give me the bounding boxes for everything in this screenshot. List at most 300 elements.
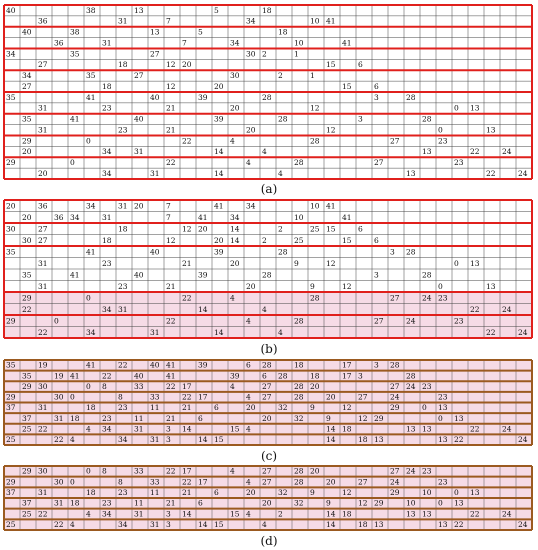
cell-number: 38: [70, 27, 80, 37]
cell-number: 28: [406, 371, 416, 381]
cell-number: 6: [214, 488, 219, 498]
cell-number: 31: [150, 435, 160, 445]
cell-number: 9: [294, 258, 299, 268]
cell-number: 7: [182, 38, 187, 48]
cell-number: 22: [470, 424, 480, 434]
cell-number: 35: [22, 114, 32, 124]
highlight-band: [4, 424, 532, 435]
cell-number: 20: [230, 103, 240, 113]
cell-number: 28: [294, 381, 304, 391]
cell-number: 8: [102, 466, 107, 476]
cell-number: 28: [278, 371, 288, 381]
cell-number: 20: [198, 224, 208, 234]
cell-number: 36: [54, 212, 64, 222]
cell-number: 2: [278, 224, 283, 234]
cell-number: 31: [38, 488, 48, 498]
cell-number: 14: [230, 235, 240, 245]
cell-number: 24: [390, 392, 400, 402]
cell-number: 20: [22, 212, 32, 222]
cell-number: 30: [246, 49, 256, 59]
cell-number: 3: [374, 360, 379, 370]
cell-number: 27: [390, 293, 400, 303]
cell-number: 6: [214, 403, 219, 413]
cell-number: 31: [54, 413, 64, 423]
cell-number: 21: [166, 125, 176, 135]
cell-number: 28: [262, 270, 272, 280]
cell-number: 13: [470, 258, 480, 268]
cell-number: 0: [70, 477, 75, 487]
cell-number: 28: [278, 247, 288, 257]
cell-number: 29: [390, 488, 400, 498]
highlight-band: [4, 403, 532, 414]
cell-number: 20: [38, 168, 48, 178]
cell-number: 27: [38, 224, 48, 234]
cell-number: 27: [390, 466, 400, 476]
cell-number: 33: [134, 466, 144, 476]
cell-number: 34: [102, 304, 112, 314]
cell-number: 4: [246, 424, 251, 434]
cell-number: 22: [486, 327, 496, 337]
cell-number: 34: [102, 168, 112, 178]
cell-number: 34: [118, 435, 128, 445]
cell-number: 22: [166, 466, 176, 476]
cell-number: 8: [118, 392, 123, 402]
cell-number: 23: [438, 392, 448, 402]
cell-number: 34: [22, 71, 32, 81]
cell-number: 23: [438, 477, 448, 487]
cell-number: 28: [422, 114, 432, 124]
cell-number: 20: [182, 60, 192, 70]
cell-number: 23: [422, 381, 432, 391]
cell-number: 6: [198, 413, 203, 423]
cell-number: 27: [374, 158, 384, 168]
cell-number: 8: [102, 381, 107, 391]
cell-number: 13: [374, 520, 384, 530]
cell-number: 14: [214, 327, 224, 337]
cell-number: 29: [6, 477, 16, 487]
cell-number: 20: [6, 201, 16, 211]
cell-number: 10: [406, 498, 416, 508]
cell-number: 1: [294, 49, 299, 59]
cell-number: 30: [22, 235, 32, 245]
cell-number: 9: [326, 498, 331, 508]
cell-number: 31: [150, 520, 160, 530]
cell-number: 22: [470, 147, 480, 157]
cell-number: 21: [166, 103, 176, 113]
cell-number: 14: [198, 304, 208, 314]
cell-number: 23: [118, 281, 128, 291]
cell-number: 29: [6, 316, 16, 326]
cell-number: 14: [230, 224, 240, 234]
cell-number: 6: [358, 224, 363, 234]
cell-number: 22: [470, 304, 480, 314]
cell-number: 36: [38, 16, 48, 26]
cell-number: 12: [358, 413, 368, 423]
cell-number: 15: [326, 60, 336, 70]
cell-number: 41: [86, 92, 96, 102]
cell-number: 38: [86, 5, 96, 15]
cell-number: 27: [22, 81, 32, 91]
cell-number: 21: [182, 403, 192, 413]
cell-number: 3: [166, 520, 171, 530]
cell-number: 34: [86, 327, 96, 337]
cell-number: 7: [166, 16, 171, 26]
cell-number: 13: [422, 509, 432, 519]
cell-number: 0: [454, 258, 459, 268]
cell-number: 22: [470, 509, 480, 519]
cell-number: 0: [86, 466, 91, 476]
cell-number: 14: [214, 147, 224, 157]
cell-number: 25: [294, 235, 304, 245]
cell-number: 22: [166, 381, 176, 391]
cell-number: 34: [246, 16, 256, 26]
panel-c: [4, 360, 532, 463]
highlight-band: [4, 509, 532, 520]
cell-number: 41: [342, 38, 352, 48]
cell-number: 13: [374, 435, 384, 445]
cell-number: 29: [22, 381, 32, 391]
cell-number: 4: [230, 293, 235, 303]
cell-number: 15: [214, 435, 224, 445]
cell-number: 13: [486, 281, 496, 291]
cell-number: 29: [6, 158, 16, 168]
cell-number: 4: [86, 509, 91, 519]
cell-number: 37: [22, 413, 32, 423]
cell-number: 23: [438, 293, 448, 303]
cell-number: 28: [262, 92, 272, 102]
cell-number: 40: [150, 360, 160, 370]
cell-number: 6: [262, 371, 267, 381]
cell-number: 20: [246, 281, 256, 291]
cell-number: 20: [214, 81, 224, 91]
cell-number: 28: [390, 360, 400, 370]
cell-number: 4: [70, 435, 75, 445]
cell-number: 24: [502, 424, 512, 434]
cell-number: 31: [150, 327, 160, 337]
cell-number: 9: [310, 403, 315, 413]
cell-number: 3: [166, 509, 171, 519]
cell-number: 15: [230, 509, 240, 519]
cell-number: 4: [262, 147, 267, 157]
cell-number: 27: [262, 477, 272, 487]
cell-number: 13: [406, 168, 416, 178]
cell-number: 28: [406, 247, 416, 257]
cell-number: 31: [118, 304, 128, 314]
cell-number: 22: [454, 435, 464, 445]
cell-number: 8: [118, 477, 123, 487]
cell-number: 0: [86, 136, 91, 146]
panel-b: [4, 200, 532, 356]
cell-number: 41: [86, 360, 96, 370]
cell-number: 9: [310, 281, 315, 291]
cell-number: 39: [214, 114, 224, 124]
panel-caption: (d): [260, 534, 278, 548]
cell-number: 20: [246, 125, 256, 135]
cell-number: 31: [38, 403, 48, 413]
cell-number: 17: [342, 360, 352, 370]
cell-number: 22: [54, 520, 64, 530]
cell-number: 13: [134, 5, 144, 15]
panel-caption: (b): [260, 342, 278, 356]
cell-number: 31: [134, 147, 144, 157]
cell-number: 39: [198, 270, 208, 280]
cell-number: 41: [166, 360, 176, 370]
cell-number: 3: [166, 435, 171, 445]
cell-number: 14: [182, 509, 192, 519]
cell-number: 22: [182, 477, 192, 487]
cell-number: 23: [118, 488, 128, 498]
cell-number: 37: [6, 403, 16, 413]
cell-number: 34: [6, 49, 16, 59]
cell-number: 23: [102, 103, 112, 113]
cell-number: 24: [518, 435, 528, 445]
cell-number: 4: [230, 381, 235, 391]
cell-number: 18: [342, 424, 352, 434]
cell-number: 24: [518, 327, 528, 337]
cell-number: 15: [230, 424, 240, 434]
cell-number: 22: [22, 304, 32, 314]
cell-number: 30: [54, 392, 64, 402]
cell-number: 12: [326, 258, 336, 268]
highlight-band: [4, 487, 532, 498]
cell-number: 4: [246, 316, 251, 326]
cell-number: 21: [182, 488, 192, 498]
cell-number: 23: [454, 158, 464, 168]
cell-number: 2: [262, 235, 267, 245]
cell-number: 28: [294, 477, 304, 487]
cell-number: 39: [198, 92, 208, 102]
cell-number: 18: [278, 27, 288, 37]
cell-number: 34: [102, 147, 112, 157]
cell-number: 6: [374, 81, 379, 91]
cell-number: 41: [70, 270, 80, 280]
cell-number: 35: [6, 92, 16, 102]
cell-number: 24: [390, 477, 400, 487]
cell-number: 24: [518, 168, 528, 178]
cell-number: 25: [22, 509, 32, 519]
cell-number: 3: [358, 114, 363, 124]
cell-number: 22: [102, 371, 112, 381]
cell-number: 22: [54, 435, 64, 445]
cell-number: 25: [6, 435, 16, 445]
cell-number: 14: [326, 520, 336, 530]
cell-number: 31: [54, 498, 64, 508]
cell-number: 27: [390, 381, 400, 391]
cell-number: 27: [38, 60, 48, 70]
cell-number: 14: [198, 520, 208, 530]
cell-number: 29: [390, 403, 400, 413]
cell-number: 20: [310, 466, 320, 476]
cell-number: 27: [374, 316, 384, 326]
cell-number: 28: [310, 293, 320, 303]
cell-number: 14: [182, 424, 192, 434]
cell-number: 24: [502, 304, 512, 314]
cell-number: 28: [294, 158, 304, 168]
cell-number: 6: [358, 60, 363, 70]
cell-number: 15: [342, 235, 352, 245]
cell-number: 29: [22, 293, 32, 303]
cell-number: 27: [262, 392, 272, 402]
cell-number: 17: [198, 392, 208, 402]
cell-number: 33: [134, 381, 144, 391]
cell-number: 12: [310, 103, 320, 113]
cell-number: 28: [422, 270, 432, 280]
cell-number: 6: [246, 360, 251, 370]
cell-number: 41: [342, 212, 352, 222]
cell-number: 22: [486, 168, 496, 178]
cell-number: 35: [70, 49, 80, 59]
cell-number: 31: [134, 509, 144, 519]
cell-number: 13: [486, 125, 496, 135]
cell-number: 13: [406, 424, 416, 434]
cell-number: 33: [150, 392, 160, 402]
cell-number: 31: [134, 424, 144, 434]
cell-number: 12: [326, 125, 336, 135]
cell-number: 30: [54, 477, 64, 487]
cell-number: 30: [230, 71, 240, 81]
cell-number: 31: [38, 258, 48, 268]
cell-number: 23: [102, 413, 112, 423]
cell-number: 0: [438, 281, 443, 291]
cell-number: 10: [310, 201, 320, 211]
highlight-band: [4, 519, 532, 530]
cell-number: 36: [38, 201, 48, 211]
cell-number: 31: [118, 201, 128, 211]
cell-number: 40: [150, 247, 160, 257]
cell-number: 11: [150, 403, 160, 413]
cell-number: 20: [262, 498, 272, 508]
cell-number: 13: [438, 403, 448, 413]
cell-number: 31: [118, 16, 128, 26]
cell-number: 12: [342, 488, 352, 498]
highlight-band: [4, 434, 532, 445]
cell-number: 35: [22, 270, 32, 280]
cell-number: 13: [422, 147, 432, 157]
cell-number: 28: [294, 466, 304, 476]
cell-number: 22: [182, 392, 192, 402]
cell-number: 12: [166, 81, 176, 91]
cell-number: 22: [454, 520, 464, 530]
cell-number: 23: [422, 466, 432, 476]
cell-number: 13: [470, 488, 480, 498]
cell-number: 13: [422, 424, 432, 434]
cell-number: 32: [294, 413, 304, 423]
cell-number: 30: [38, 466, 48, 476]
cell-number: 22: [38, 424, 48, 434]
cell-number: 3: [374, 92, 379, 102]
cell-number: 31: [102, 38, 112, 48]
cell-number: 22: [38, 509, 48, 519]
highlight-band: [4, 327, 532, 339]
cell-number: 34: [246, 201, 256, 211]
cell-number: 31: [38, 281, 48, 291]
cell-number: 20: [22, 147, 32, 157]
cell-number: 40: [134, 371, 144, 381]
cell-number: 4: [246, 477, 251, 487]
cell-number: 20: [214, 235, 224, 245]
cell-number: 7: [166, 201, 171, 211]
cell-number: 34: [102, 424, 112, 434]
cell-number: 0: [438, 125, 443, 135]
cell-number: 30: [38, 381, 48, 391]
cell-number: 21: [182, 258, 192, 268]
cell-number: 41: [214, 201, 224, 211]
cell-number: 41: [326, 16, 336, 26]
cell-number: 20: [246, 403, 256, 413]
cell-number: 17: [342, 371, 352, 381]
cell-number: 12: [342, 281, 352, 291]
cell-number: 18: [86, 403, 96, 413]
cell-number: 10: [310, 16, 320, 26]
cell-number: 13: [406, 509, 416, 519]
cell-number: 13: [438, 520, 448, 530]
cell-number: 28: [294, 316, 304, 326]
cell-number: 33: [150, 477, 160, 487]
cell-number: 14: [198, 435, 208, 445]
cell-number: 12: [342, 403, 352, 413]
cell-number: 10: [422, 488, 432, 498]
cell-number: 11: [150, 488, 160, 498]
cell-number: 20: [326, 392, 336, 402]
cell-number: 23: [118, 125, 128, 135]
cell-number: 21: [166, 498, 176, 508]
cell-number: 27: [358, 477, 368, 487]
cell-number: 18: [70, 498, 80, 508]
cell-number: 14: [214, 168, 224, 178]
cell-number: 22: [166, 158, 176, 168]
cell-number: 23: [102, 258, 112, 268]
cell-number: 27: [38, 235, 48, 245]
cell-number: 9: [326, 413, 331, 423]
cell-number: 40: [22, 27, 32, 37]
cell-number: 3: [166, 424, 171, 434]
cell-number: 27: [134, 71, 144, 81]
cell-number: 4: [246, 509, 251, 519]
cell-number: 34: [230, 212, 240, 222]
cell-number: 31: [150, 168, 160, 178]
cell-number: 25: [6, 520, 16, 530]
cell-number: 34: [118, 520, 128, 530]
cell-number: 2: [262, 49, 267, 59]
cell-number: 41: [86, 247, 96, 257]
cell-number: 23: [118, 403, 128, 413]
cell-number: 18: [358, 435, 368, 445]
cell-number: 21: [166, 281, 176, 291]
cell-number: 23: [454, 316, 464, 326]
cell-number: 41: [198, 212, 208, 222]
cell-number: 18: [262, 5, 272, 15]
cell-number: 18: [294, 360, 304, 370]
cell-number: 18: [102, 235, 112, 245]
cell-number: 24: [502, 147, 512, 157]
cell-number: 37: [22, 498, 32, 508]
cell-number: 35: [22, 371, 32, 381]
cell-number: 40: [134, 114, 144, 124]
cell-number: 28: [294, 392, 304, 402]
cell-number: 13: [454, 498, 464, 508]
cell-number: 39: [214, 247, 224, 257]
highlight-band: [4, 315, 532, 327]
cell-number: 4: [278, 327, 283, 337]
cell-number: 20: [262, 413, 272, 423]
cell-number: 6: [198, 498, 203, 508]
cell-number: 12: [358, 498, 368, 508]
cell-number: 20: [230, 258, 240, 268]
cell-number: 36: [54, 38, 64, 48]
highlight-band: [4, 292, 532, 304]
cell-number: 34: [102, 509, 112, 519]
panel-d: [4, 466, 532, 548]
